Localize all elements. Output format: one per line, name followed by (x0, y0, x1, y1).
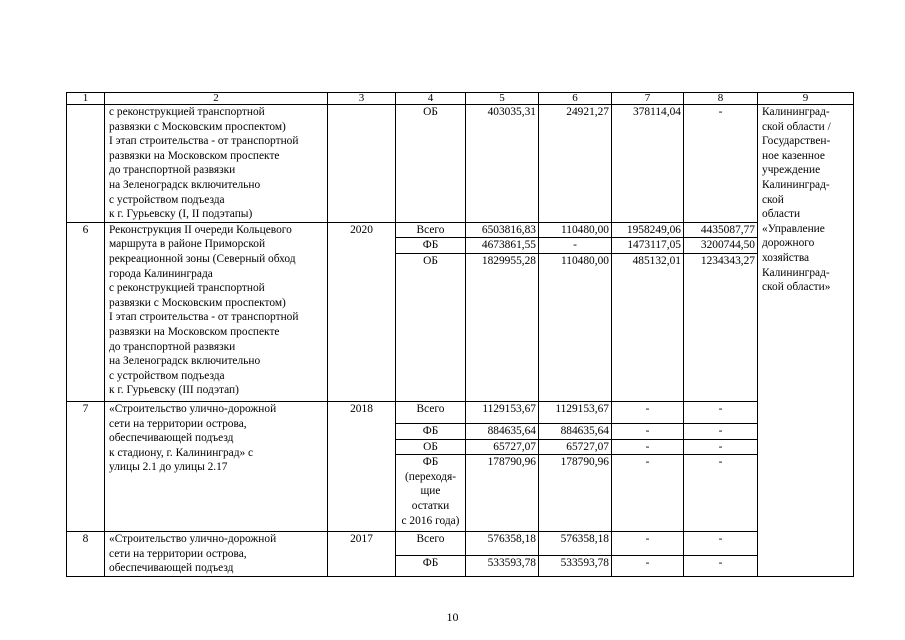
amount-year-3: 1234343,27 (684, 253, 758, 401)
amount-year-2: - (612, 401, 684, 423)
amount-year-2: 1473117,05 (612, 238, 684, 254)
page-number: 10 (446, 610, 459, 624)
row-description: с реконструкцией транспортной развязки с Московским проспектом) I этап строительства - от транспортной развязки на Московском проспекте до транспортной развязки на Зеленоградск включительно с устройством подъезда к г. Гурьевску (I, II подэтапы) (105, 105, 328, 223)
amount-year-1: 65727,07 (539, 439, 612, 455)
amount-total: 884635,64 (466, 423, 539, 439)
row-number: 6 (67, 222, 105, 401)
amount-year-2: 378114,04 (612, 105, 684, 223)
column-header: 1 (67, 93, 105, 105)
funding-source: ФБ (переходя- щие остатки с 2016 года) (396, 455, 466, 532)
funding-source: Всего (396, 532, 466, 556)
row-description: «Строительство улично-дорожной сети на территории острова, обеспечивающей подъезд к стадиону, г. Калининград» с улицы 2.1 до улицы 2.17 (105, 401, 328, 531)
amount-year-3: - (684, 423, 758, 439)
row-number: 7 (67, 401, 105, 531)
funding-source: ОБ (396, 253, 466, 401)
column-header: 4 (396, 93, 466, 105)
amount-year-3: 3200744,50 (684, 238, 758, 254)
amount-year-2: - (612, 439, 684, 455)
table-row (67, 105, 854, 223)
row-year: 2018 (328, 401, 396, 531)
amount-total: 178790,96 (466, 455, 539, 532)
amount-total: 403035,31 (466, 105, 539, 223)
amount-year-2: - (612, 532, 684, 556)
row-year: 2017 (328, 532, 396, 577)
amount-year-1: 533593,78 (539, 556, 612, 577)
amount-year-1: - (539, 238, 612, 254)
amount-year-1: 110480,00 (539, 222, 612, 238)
amount-year-3: - (684, 439, 758, 455)
amount-year-3: 4435087,77 (684, 222, 758, 238)
funding-source: ФБ (396, 238, 466, 254)
amount-year-3: - (684, 532, 758, 556)
amount-total: 6503816,83 (466, 222, 539, 238)
table-row (67, 401, 854, 423)
row-year: 2020 (328, 222, 396, 401)
table-row (67, 532, 854, 556)
amount-total: 1829955,28 (466, 253, 539, 401)
column-header: 5 (466, 93, 539, 105)
column-header: 8 (684, 93, 758, 105)
funding-source: Всего (396, 401, 466, 423)
amount-year-3: - (684, 455, 758, 532)
column-header: 9 (758, 93, 854, 105)
amount-total: 4673861,55 (466, 238, 539, 254)
row-number (67, 105, 105, 223)
amount-year-2: - (612, 556, 684, 577)
amount-year-1: 24921,27 (539, 105, 612, 223)
row-number: 8 (67, 532, 105, 577)
amount-year-2: 1958249,06 (612, 222, 684, 238)
column-header: 7 (612, 93, 684, 105)
amount-year-3: - (684, 105, 758, 223)
row-year (328, 105, 396, 223)
funding-source: ОБ (396, 105, 466, 223)
column-header: 6 (539, 93, 612, 105)
column-header: 2 (105, 93, 328, 105)
row-description: «Строительство улично-дорожной сети на территории острова, обеспечивающей подъезд (105, 532, 328, 577)
funding-source: ОБ (396, 439, 466, 455)
amount-year-2: - (612, 423, 684, 439)
amount-total: 1129153,67 (466, 401, 539, 423)
amount-year-1: 110480,00 (539, 253, 612, 401)
budget-table (66, 92, 854, 577)
amount-year-1: 884635,64 (539, 423, 612, 439)
funding-source: ФБ (396, 423, 466, 439)
responsible-organization: Калининград- ской области / Государствен- ное казенное учреждение Калининград- ской области «Управление дорожного хозяйства Калининград- ской области» (758, 105, 854, 577)
amount-total: 533593,78 (466, 556, 539, 577)
amount-year-2: - (612, 455, 684, 532)
column-number-header (67, 93, 854, 105)
column-header: 3 (328, 93, 396, 105)
amount-year-2: 485132,01 (612, 253, 684, 401)
table-row (67, 222, 854, 238)
funding-source: ФБ (396, 556, 466, 577)
row-description: Реконструкция II очереди Кольцевого маршрута в районе Приморской рекреационной зоны (Северный обход города Калининграда с реконструкцией транспортной развязки с Московским проспектом) I этап строительства - от транспортной развязки на Московском проспекте до транспортной развязки на Зеленоградск включительно с устройством подъезда к г. Гурьевску (III подэтап) (105, 222, 328, 401)
funding-source: Всего (396, 222, 466, 238)
amount-year-1: 1129153,67 (539, 401, 612, 423)
amount-total: 576358,18 (466, 532, 539, 556)
amount-year-3: - (684, 556, 758, 577)
amount-year-1: 178790,96 (539, 455, 612, 532)
amount-year-1: 576358,18 (539, 532, 612, 556)
amount-total: 65727,07 (466, 439, 539, 455)
amount-year-3: - (684, 401, 758, 423)
